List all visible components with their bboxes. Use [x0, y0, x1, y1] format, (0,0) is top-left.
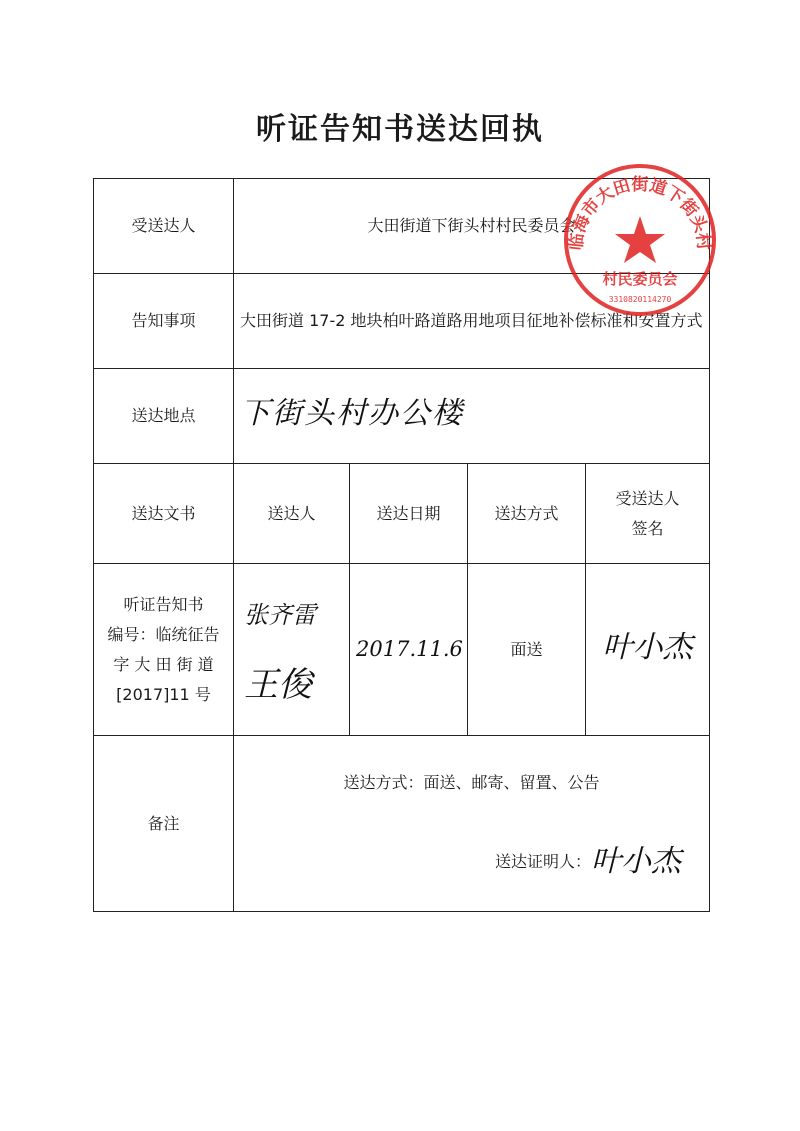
recipient-sign-cell: [586, 564, 710, 736]
witness-line: [495, 844, 682, 879]
document-title: 听证告知书送达回执: [256, 112, 544, 147]
server-signature-2: 王俊: [244, 664, 312, 705]
date-handwriting: 2017.11.6: [356, 636, 463, 661]
doc-line-2: 编号：临统征告: [107, 624, 220, 644]
header-doc: 送达文书: [94, 464, 234, 564]
recipient-label: 受送达人: [94, 179, 234, 274]
document-lines: [100, 590, 227, 710]
header-date: 送达日期: [350, 464, 468, 564]
witness-label: 送达证明人：: [495, 852, 592, 871]
header-sign-line2: 签名: [631, 518, 664, 538]
matter-label: 告知事项: [94, 274, 234, 369]
place-label: 送达地点: [94, 369, 234, 464]
recipient-value: 大田街道下街头村村民委员会: [234, 179, 710, 274]
header-sign: [586, 464, 710, 564]
recipient-signature: 叶小杰: [602, 629, 693, 665]
header-server: 送达人: [234, 464, 350, 564]
official-seal-icon: [560, 160, 720, 320]
server-cell: [234, 564, 350, 736]
matter-value: 大田街道 17-2 地块柏叶路道路用地项目征地补偿标准和安置方式: [234, 274, 710, 369]
seal-text-lower: 村民委员会: [602, 270, 678, 288]
seal-text-upper: 临海市大田街道下街头村: [566, 175, 714, 252]
place-handwriting: 下街头村办公楼: [240, 396, 464, 431]
seal-star-icon: [615, 216, 665, 263]
memo-label: 备注: [94, 736, 234, 912]
server-signature-1: 张齐雷: [244, 600, 316, 629]
date-cell: [350, 564, 468, 736]
place-row: [94, 369, 710, 464]
header-row: [94, 464, 710, 564]
memo-methods: 送达方式：面送、邮寄、留置、公告: [343, 773, 600, 792]
memo-row: [94, 736, 710, 912]
detail-row: [94, 564, 710, 736]
header-sign-line1: 受送达人: [615, 488, 680, 508]
method-cell: 面送: [468, 564, 586, 736]
place-value: [234, 369, 710, 464]
witness-signature: 叶小杰: [591, 844, 682, 879]
doc-line-4: [2017]11 号: [116, 684, 211, 704]
doc-line-3: 字 大 田 街 道: [113, 654, 214, 674]
header-method: 送达方式: [468, 464, 586, 564]
memo-cell: [234, 736, 710, 912]
document-cell: [94, 564, 234, 736]
doc-line-1: 听证告知书: [123, 594, 204, 614]
seal-code: 3310820114270: [608, 295, 672, 304]
